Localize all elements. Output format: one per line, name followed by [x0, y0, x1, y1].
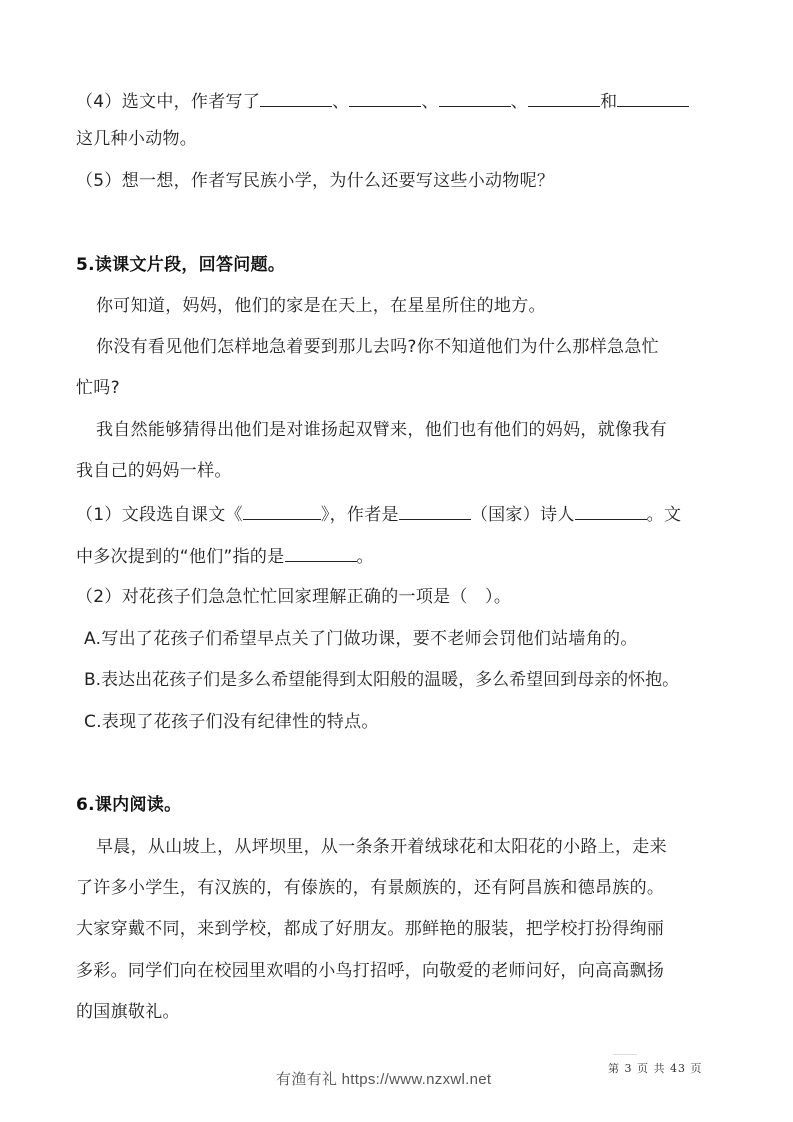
- question-5-sub: （5）想一想，作者写民族小学，为什么还要写这些小动物呢？: [76, 171, 555, 191]
- passage-line: 的国旗敬礼。: [76, 1002, 180, 1022]
- answer-blank-poet[interactable]: [575, 501, 647, 520]
- passage-line: 我自己的妈妈一样。: [76, 461, 232, 481]
- question-text: 》，作者是: [320, 505, 399, 525]
- answer-blank[interactable]: [260, 88, 332, 107]
- question-5-1-line2: [76, 543, 723, 569]
- option-b[interactable]: B.表达出花孩子们是多么希望能得到太阳般的温暖，多么希望回到母亲的怀抱。: [84, 670, 680, 690]
- question-text: （国家）诗人: [470, 505, 575, 525]
- answer-blank[interactable]: [349, 88, 421, 107]
- passage-line: 忙吗?: [76, 378, 120, 398]
- section-5-title: 5.读课文片段，回答问题。: [76, 255, 286, 275]
- question-5-2: （2）对花孩子们急急忙忙回家理解正确的一项是（ ）。: [76, 587, 512, 607]
- passage-line: 了许多小学生，有汉族的，有傣族的，有景颇族的，还有阿昌族和德昂族的。: [76, 878, 665, 898]
- answer-blank-title[interactable]: [243, 501, 321, 520]
- page-number: 第 3 页 共 43 页: [608, 1062, 703, 1075]
- passage-line: 我自然能够猜得出他们是对谁扬起双臂来，他们也有他们的妈妈，就像我有: [96, 420, 667, 440]
- option-c[interactable]: C.表现了花孩子们没有纪律性的特点。: [84, 712, 379, 732]
- separator: 、: [510, 92, 529, 112]
- passage-line: 你没有看见他们怎样地急着要到那儿去吗?你不知道他们为什么那样急急忙: [96, 337, 659, 357]
- question-text: 中多次提到的“他们”指的是: [76, 547, 285, 567]
- question-4-prefix: （4）选文中，作者写了: [76, 92, 261, 112]
- question-4-line2: 这几种小动物。: [76, 129, 198, 149]
- watermark-site: 有渔有礼 https://www.nzxwl.net: [276, 1071, 492, 1088]
- section-6-title: 6.课内阅读。: [76, 795, 182, 815]
- passage-line: 多彩。同学们向在校园里欢唱的小鸟打招呼，向敬爱的老师问好，向高高飘扬: [76, 961, 665, 981]
- question-text: 。文: [646, 505, 682, 525]
- question-text: （1）文段选自课文《: [76, 505, 243, 525]
- separator: 、: [332, 92, 350, 112]
- passage-line: 早晨，从山坡上，从坪坝里，从一条条开着绒球花和太阳花的小路上，走来: [96, 837, 667, 857]
- separator: 、: [421, 92, 439, 112]
- question-4: [76, 88, 723, 114]
- passage-line: 你可知道，妈妈，他们的家是在天上，在星星所住的地方。: [96, 296, 546, 316]
- question-5-1: [76, 501, 723, 527]
- passage-line: 大家穿戴不同，来到学校，都成了好朋友。那鲜艳的服装，把学校打扮得绚丽: [76, 919, 665, 939]
- conjunction: 和: [600, 92, 618, 112]
- footer-divider: [613, 1054, 637, 1055]
- question-text: 。: [356, 547, 374, 567]
- answer-blank-they[interactable]: [285, 543, 357, 562]
- answer-blank-country[interactable]: [399, 501, 471, 520]
- answer-blank[interactable]: [617, 88, 689, 107]
- option-a[interactable]: A.写出了花孩子们希望早点关了门做功课，要不老师会罚他们站墙角的。: [84, 629, 638, 649]
- answer-blank[interactable]: [439, 88, 511, 107]
- answer-blank[interactable]: [528, 88, 600, 107]
